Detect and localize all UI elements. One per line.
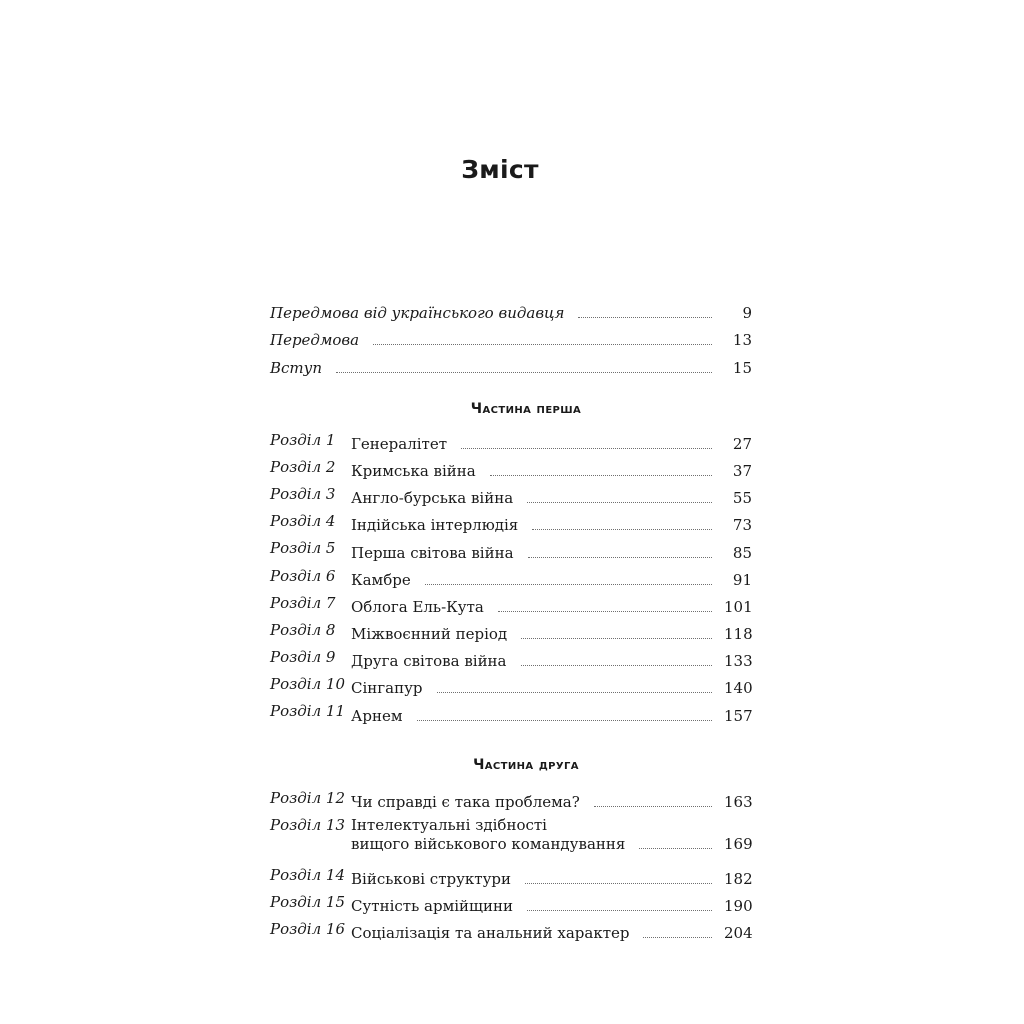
- chapter-title: Друга світова війна: [351, 652, 507, 671]
- dot-leader: [532, 529, 712, 530]
- toc-entry-chapter-1[interactable]: [270, 427, 752, 454]
- chapter-label: Розділ 15: [270, 893, 346, 911]
- part-two-heading: Частина друга: [473, 756, 579, 773]
- chapter-title: Військові структури: [351, 870, 512, 888]
- entry-title: Вступ: [270, 358, 323, 377]
- chapter-title: Сінгапур: [351, 679, 423, 698]
- chapter-title: Кримська війна: [351, 461, 476, 480]
- chapter-title-block: [351, 812, 752, 854]
- page-number: 27: [732, 434, 752, 453]
- chapter-title-line-2: вищого військового командування: [351, 834, 626, 853]
- chapter-label: Розділ 6: [270, 566, 336, 585]
- page-number: 101: [724, 597, 753, 616]
- page-number: 73: [732, 516, 752, 535]
- toc-entry-chapter-9[interactable]: [270, 644, 752, 671]
- table-of-contents: [270, 296, 752, 943]
- toc-entry-foreword[interactable]: [270, 323, 752, 350]
- chapter-title: Сутність армійщини: [351, 897, 513, 916]
- page-number: 15: [732, 358, 752, 377]
- toc-entry-chapter-14[interactable]: [270, 862, 752, 889]
- dot-leader: [578, 317, 712, 318]
- dot-leader: [437, 692, 713, 693]
- page-number: 55: [732, 489, 752, 508]
- chapter-title: Англо-бурська війна: [351, 489, 514, 508]
- page-number: 133: [724, 652, 753, 671]
- chapter-label: Розділ 5: [270, 539, 336, 558]
- page-number: 169: [724, 834, 753, 853]
- toc-entry-introduction[interactable]: [270, 350, 752, 377]
- page-title: Зміст: [461, 154, 539, 184]
- chapter-title-line-1: Інтелектуальні здібності: [351, 815, 547, 834]
- chapter-label: Розділ 2: [270, 457, 336, 476]
- toc-entry-chapter-6[interactable]: [270, 563, 752, 590]
- page-number: 182: [724, 870, 753, 888]
- toc-entry-chapter-13[interactable]: [270, 812, 752, 854]
- chapter-label: Розділ 13: [270, 815, 346, 834]
- chapter-title: Чи справді є така проблема?: [351, 792, 580, 811]
- entry-title: Передмова: [270, 331, 360, 350]
- dot-leader: [461, 448, 712, 449]
- toc-entry-chapter-5[interactable]: [270, 535, 752, 562]
- chapter-title: Перша світова війна: [351, 543, 514, 562]
- page-number: 157: [724, 706, 753, 725]
- toc-entry-chapter-2[interactable]: [270, 454, 752, 481]
- chapter-label: Розділ 3: [270, 484, 336, 503]
- toc-entry-chapter-7[interactable]: [270, 590, 752, 617]
- dot-leader: [594, 806, 712, 807]
- dot-leader: [527, 910, 712, 911]
- page-number: 204: [724, 924, 753, 943]
- dot-leader: [521, 665, 712, 666]
- toc-entry-foreword-publisher[interactable]: [270, 296, 752, 323]
- chapter-label: Розділ 7: [270, 593, 336, 612]
- page-number: 91: [732, 570, 752, 589]
- dot-leader: [417, 720, 712, 721]
- chapter-label: Розділ 1: [270, 430, 336, 449]
- chapter-title: Індійська інтерлюдія: [351, 516, 519, 535]
- dot-leader: [525, 883, 712, 884]
- chapter-label: Розділ 12: [270, 788, 346, 807]
- chapter-title: Соціалізація та анальний характер: [351, 924, 630, 943]
- toc-entry-chapter-3[interactable]: [270, 481, 752, 508]
- dot-leader: [528, 557, 712, 558]
- chapter-title: Облога Ель-Кута: [351, 597, 484, 616]
- page-number: 9: [742, 304, 752, 323]
- dot-leader: [425, 584, 712, 585]
- chapter-title: Арнем: [351, 706, 403, 725]
- dot-leader: [336, 372, 712, 373]
- dot-leader: [498, 611, 712, 612]
- dot-leader: [521, 638, 712, 639]
- page-number: 85: [732, 543, 752, 562]
- page-number: 140: [724, 679, 753, 698]
- toc-entry-chapter-12[interactable]: [270, 785, 752, 812]
- chapter-title: Генералітет: [351, 434, 448, 453]
- toc-entry-chapter-11[interactable]: [270, 698, 752, 725]
- toc-entry-chapter-10[interactable]: [270, 671, 752, 698]
- chapter-label: Розділ 4: [270, 512, 336, 531]
- page-number: 13: [732, 331, 752, 350]
- chapter-label: Розділ 10: [270, 675, 346, 694]
- chapter-title: Камбре: [351, 570, 411, 589]
- chapter-label: Розділ 11: [270, 702, 346, 721]
- dot-leader: [527, 502, 712, 503]
- chapter-label: Розділ 9: [270, 648, 336, 667]
- toc-entry-chapter-8[interactable]: [270, 617, 752, 644]
- chapter-label: Розділ 16: [270, 920, 346, 939]
- chapter-label: Розділ 8: [270, 620, 336, 639]
- toc-entry-chapter-16[interactable]: [270, 916, 752, 943]
- dot-leader: [643, 937, 712, 938]
- page-number: 118: [724, 625, 753, 644]
- chapter-title: Міжвоєнний період: [351, 625, 508, 644]
- part-one-heading: Частина перша: [470, 400, 582, 417]
- toc-entry-chapter-4[interactable]: [270, 508, 752, 535]
- dot-leader: [490, 475, 712, 476]
- toc-entry-chapter-15[interactable]: [270, 889, 752, 916]
- chapter-label: Розділ 14: [270, 865, 346, 884]
- page-number: 37: [732, 461, 752, 480]
- dot-leader: [373, 344, 712, 345]
- page-number: 163: [724, 792, 753, 811]
- page-number: 190: [724, 897, 753, 916]
- entry-title: Передмова від українського видавця: [270, 304, 565, 323]
- dot-leader: [639, 848, 712, 849]
